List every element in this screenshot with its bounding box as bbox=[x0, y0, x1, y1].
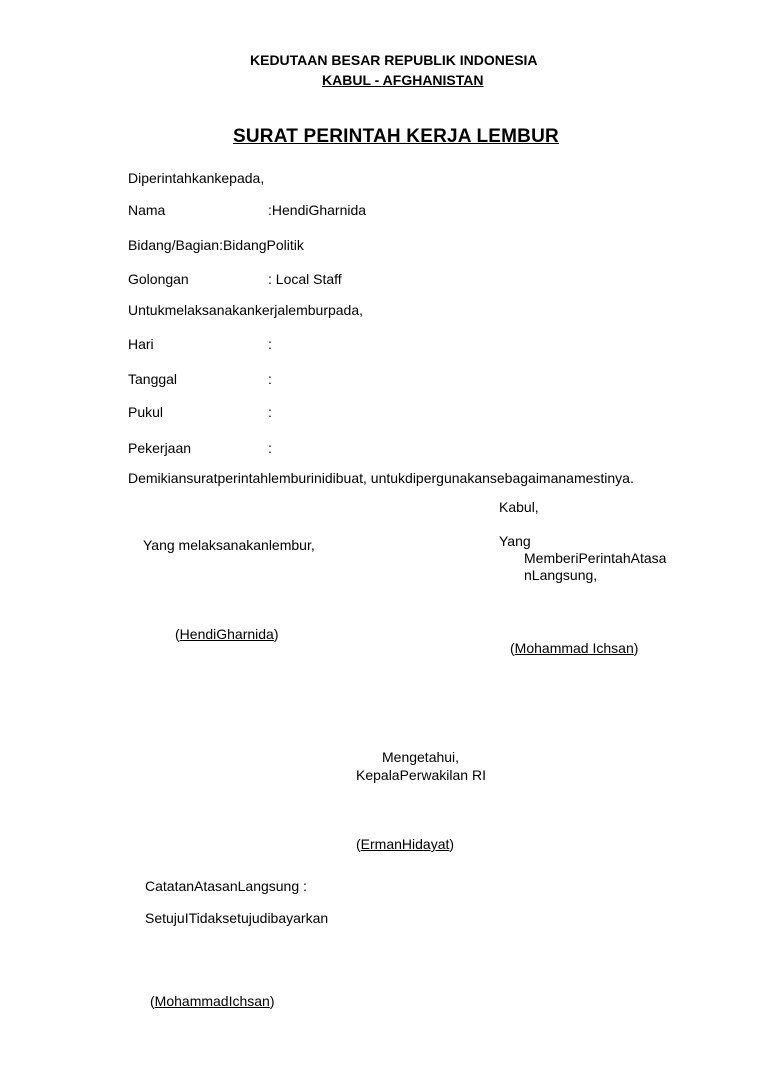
paren-open: ( bbox=[175, 626, 180, 642]
paren-close: ) bbox=[449, 836, 455, 852]
head-name: ErmanHidayat bbox=[360, 836, 450, 852]
pukul-value: : bbox=[268, 404, 272, 420]
acknowledge-role: KepalaPerwakilan RI bbox=[356, 767, 486, 783]
embassy-location: KABUL - AFGHANISTAN bbox=[322, 72, 484, 88]
supervisor-signature bbox=[510, 640, 638, 657]
paren-open: ( bbox=[356, 836, 361, 852]
acknowledge-label: Mengetahui, bbox=[382, 749, 460, 765]
closing-text: Demikiansuratperintahlemburinidibuat, untukdipergunakansebagaimanamestinya. bbox=[128, 470, 634, 486]
golongan-label: Golongan bbox=[128, 271, 189, 287]
paren-close: ) bbox=[633, 640, 639, 656]
task-intro: Untukmelaksanakankerjalemburpada, bbox=[128, 302, 364, 318]
place-label: Kabul, bbox=[499, 499, 539, 515]
nama-label: Nama bbox=[128, 202, 166, 218]
supervisor-role-line3: nLangsung, bbox=[524, 567, 598, 583]
paren-close: ) bbox=[273, 626, 279, 642]
document-title: SURAT PERINTAH KERJA LEMBUR bbox=[233, 126, 559, 147]
nama-value: :HendiGharnida bbox=[268, 202, 367, 218]
executor-name: HendiGharnida bbox=[179, 626, 274, 642]
supervisor-name: Mohammad Ichsan bbox=[514, 640, 634, 656]
notes-name: MohammadIchsan bbox=[154, 993, 270, 1009]
paren-close: ) bbox=[269, 993, 275, 1009]
bidang-line: Bidang/Bagian:BidangPolitik bbox=[128, 237, 304, 253]
pekerjaan-value: : bbox=[268, 440, 272, 456]
head-signature bbox=[356, 836, 454, 853]
supervisor-role-line1: Yang bbox=[499, 533, 531, 549]
golongan-value: : Local Staff bbox=[268, 271, 342, 287]
pukul-label: Pukul bbox=[128, 404, 164, 420]
pekerjaan-label: Pekerjaan bbox=[128, 440, 192, 456]
hari-value: : bbox=[268, 336, 272, 352]
embassy-name: KEDUTAAN BESAR REPUBLIK INDONESIA bbox=[250, 52, 538, 68]
tanggal-value: : bbox=[268, 371, 272, 387]
executor-role: Yang melaksanakanlembur, bbox=[143, 537, 315, 553]
paren-open: ( bbox=[150, 993, 155, 1009]
executor-signature bbox=[175, 626, 279, 643]
intro-text: Diperintahkankepada, bbox=[128, 170, 265, 186]
paren-open: ( bbox=[510, 640, 515, 656]
hari-label: Hari bbox=[128, 336, 154, 352]
tanggal-label: Tanggal bbox=[128, 371, 178, 387]
notes-label: CatatanAtasanLangsung : bbox=[145, 878, 307, 894]
notes-text: SetujuITidaksetujudibayarkan bbox=[145, 910, 329, 926]
notes-signature bbox=[150, 993, 275, 1010]
supervisor-role-line2: MemberiPerintahAtasa bbox=[524, 550, 667, 566]
